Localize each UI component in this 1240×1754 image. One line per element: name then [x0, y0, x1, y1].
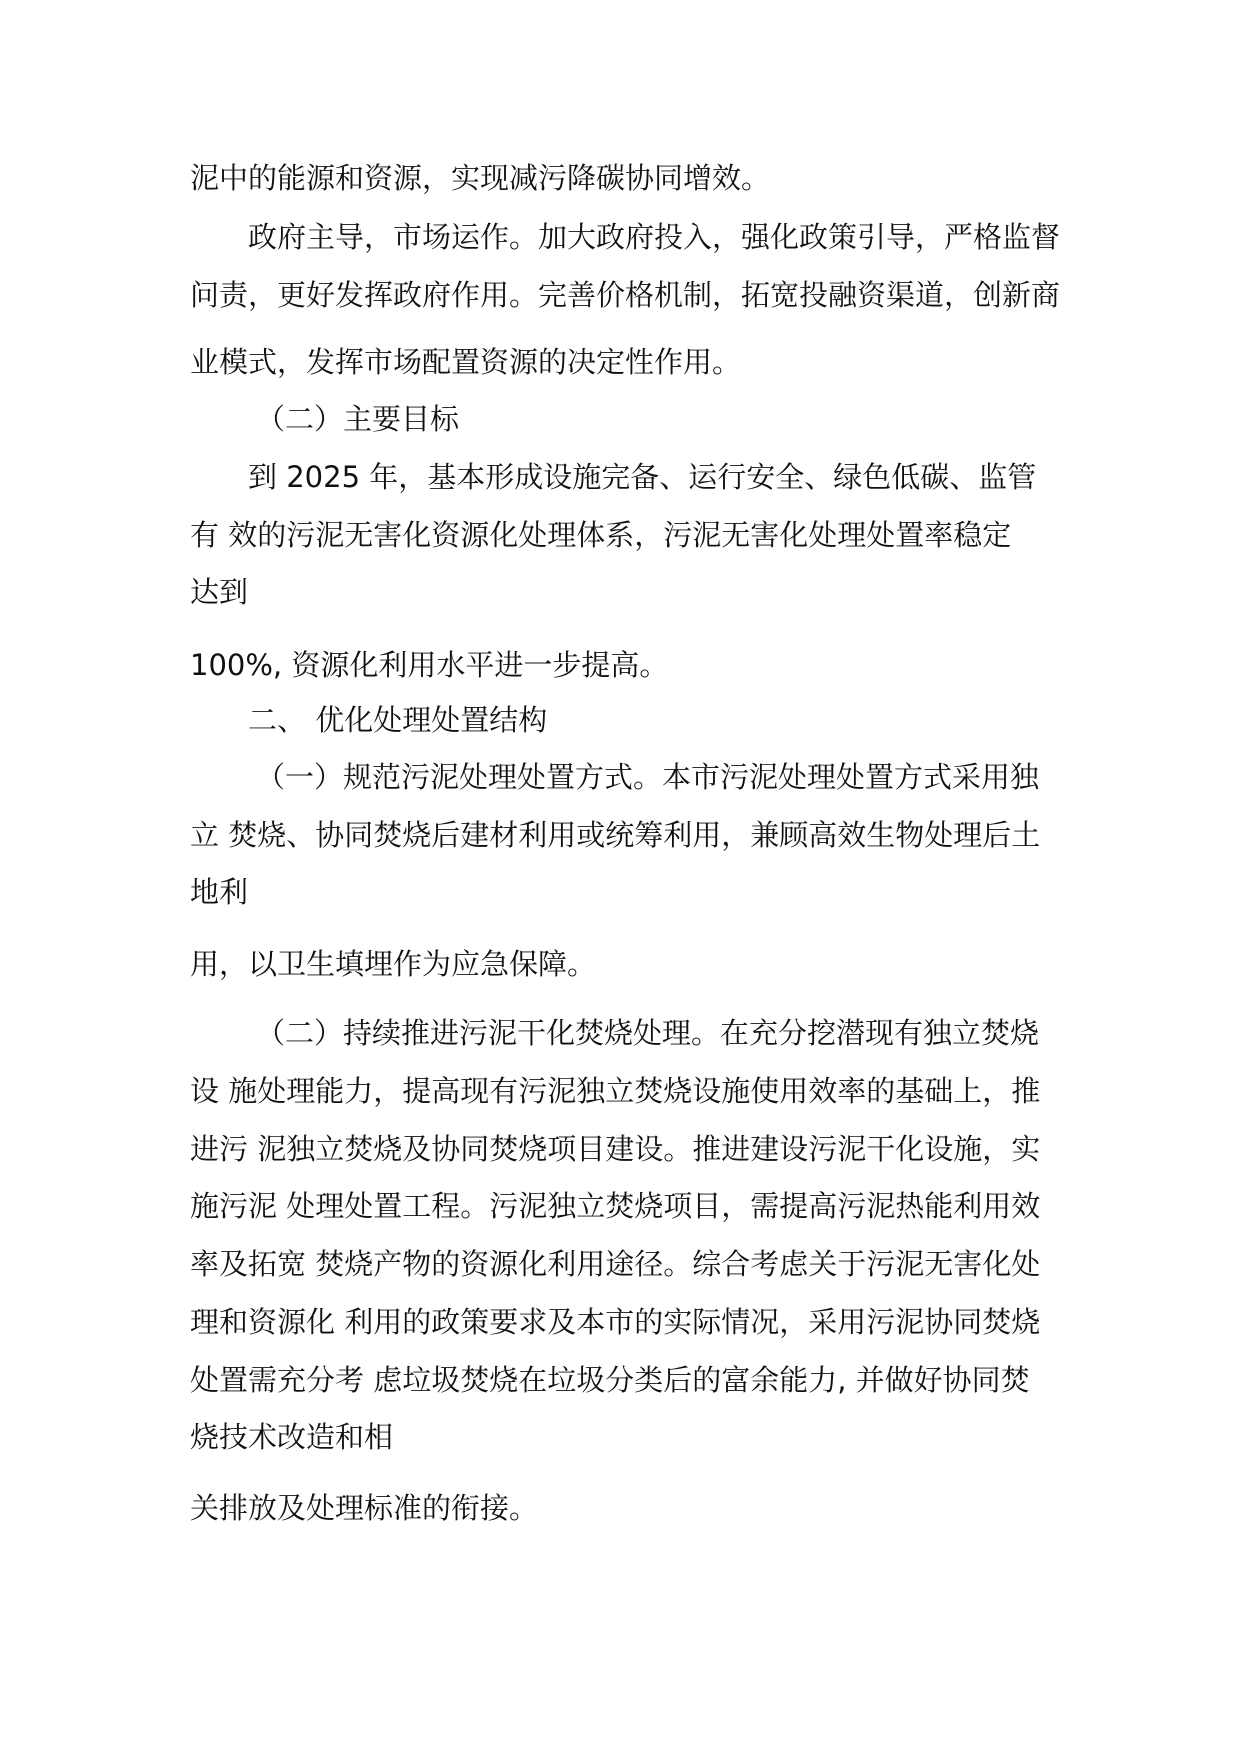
text-line: 设 施处理能力，提高现有污泥独立焚烧设施使用效率的基础上，推	[190, 1074, 1041, 1108]
section-heading-main-goals: （二）主要目标	[256, 402, 460, 436]
text-line: 业模式，发挥市场配置资源的决定性作用。	[190, 345, 742, 379]
text-line: 有 效的污泥无害化资源化处理体系，污泥无害化处理处置率稳定	[190, 518, 1012, 552]
text-line: 100%, 资源化利用水平进一步提高。	[190, 648, 669, 682]
text-line: 达到	[190, 575, 249, 609]
text-line: 进污 泥独立焚烧及协同焚烧项目建设。推进建设污泥干化设施，实	[190, 1132, 1041, 1166]
paragraph-incineration: （二）持续推进污泥干化焚烧处理。在充分挖潜现有独立焚烧	[256, 1016, 1040, 1050]
text-line: 烧技术改造和相	[190, 1420, 394, 1454]
paragraph-goals: 到 2025 年，基本形成设施完备、运行安全、绿色低碳、监管	[248, 460, 1037, 494]
text-line: 泥中的能源和资源，实现减污降碳协同增效。	[190, 161, 771, 195]
text-line: 立 焚烧、协同焚烧后建材利用或统筹利用，兼顾高效生物处理后土	[190, 818, 1041, 852]
paragraph-standardize: （一）规范污泥处理处置方式。本市污泥处理处置方式采用独	[256, 760, 1040, 794]
paragraph-principle: 政府主导，市场运作。加大政府投入，强化政策引导，严格监督	[248, 220, 1061, 254]
text-line: 率及拓宽 焚烧产物的资源化利用途径。综合考虑关于污泥无害化处	[190, 1247, 1041, 1281]
text-line: 关排放及处理标准的衔接。	[190, 1491, 539, 1525]
text-line: 问责，更好发挥政府作用。完善价格机制，拓宽投融资渠道，创新商	[190, 278, 1061, 312]
text-line: 用，以卫生填埋作为应急保障。	[190, 947, 597, 981]
text-line: 地利	[190, 875, 249, 909]
text-line: 理和资源化 利用的政策要求及本市的实际情况，采用污泥协同焚烧	[190, 1305, 1041, 1339]
chapter-heading-structure: 二、 优化处理处置结构	[248, 703, 548, 737]
text-line: 施污泥 处理处置工程。污泥独立焚烧项目，需提高污泥热能利用效	[190, 1189, 1041, 1223]
text-line: 处置需充分考 虑垃圾焚烧在垃圾分类后的富余能力, 并做好协同焚	[190, 1363, 1030, 1397]
